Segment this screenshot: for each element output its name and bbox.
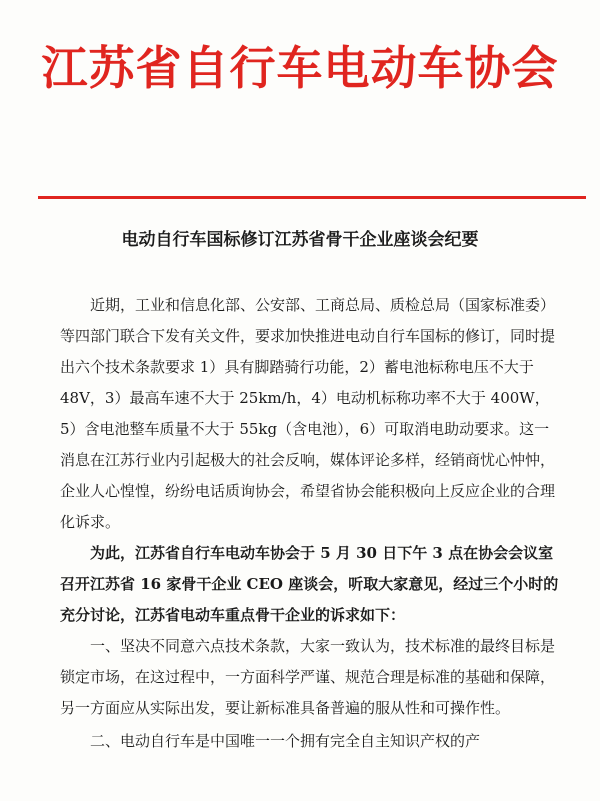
paragraph-point-one: 一、坚决不同意六点技术条款，大家一致认为，技术标准的最终目标是锁定市场，在这过程中，一方面科学严谨、规范合理是标准的基础和保障，另一方面应从实际出发，要让新标准具备普遍的服从性和可操作性。 (60, 637, 556, 717)
document-title: 电动自行车国标修订江苏省骨干企业座谈会纪要 (121, 230, 479, 250)
letterhead-org-name: 江苏省自行车电动车协会 (41, 41, 559, 95)
letterhead-divider (38, 196, 586, 199)
paragraph-point-two: 二、电动自行车是中国唯一一个拥有完全自主知识产权的产 (90, 732, 481, 750)
document-body (60, 290, 560, 757)
paragraph-meeting: 为此，江苏省自行车电动车协会于 5 月 30 日下午 3 点在协会会议室召开江苏省 16 家骨干企业 CEO 座谈会，听取大家意见，经过三个小时的充分讨论，江苏省电动车重点骨干企业的诉求如下： (60, 544, 559, 624)
paragraph-intro: 近期，工业和信息化部、公安部、工商总局、质检总局（国家标准委）等四部门联合下发有关文件，要求加快推进电动自行车国标的修订，同时提出六个技术条款要求 1）具有脚踏骑行功能，2）蓄电池标称电压不大于 48V，3）最高车速不大于 25km/h，4）电动机标称功率不大于 400W，5）含电池整车质量不大于 55kg（含电池），6）可取消电助动要求。这一消息在江苏行业内引起极大的社会反响，媒体评论多样，经销商忧心忡忡，企业人心惶惶，纷纷电话质询协会，希望省协会能积极向上反应企业的合理化诉求。 (60, 296, 556, 531)
